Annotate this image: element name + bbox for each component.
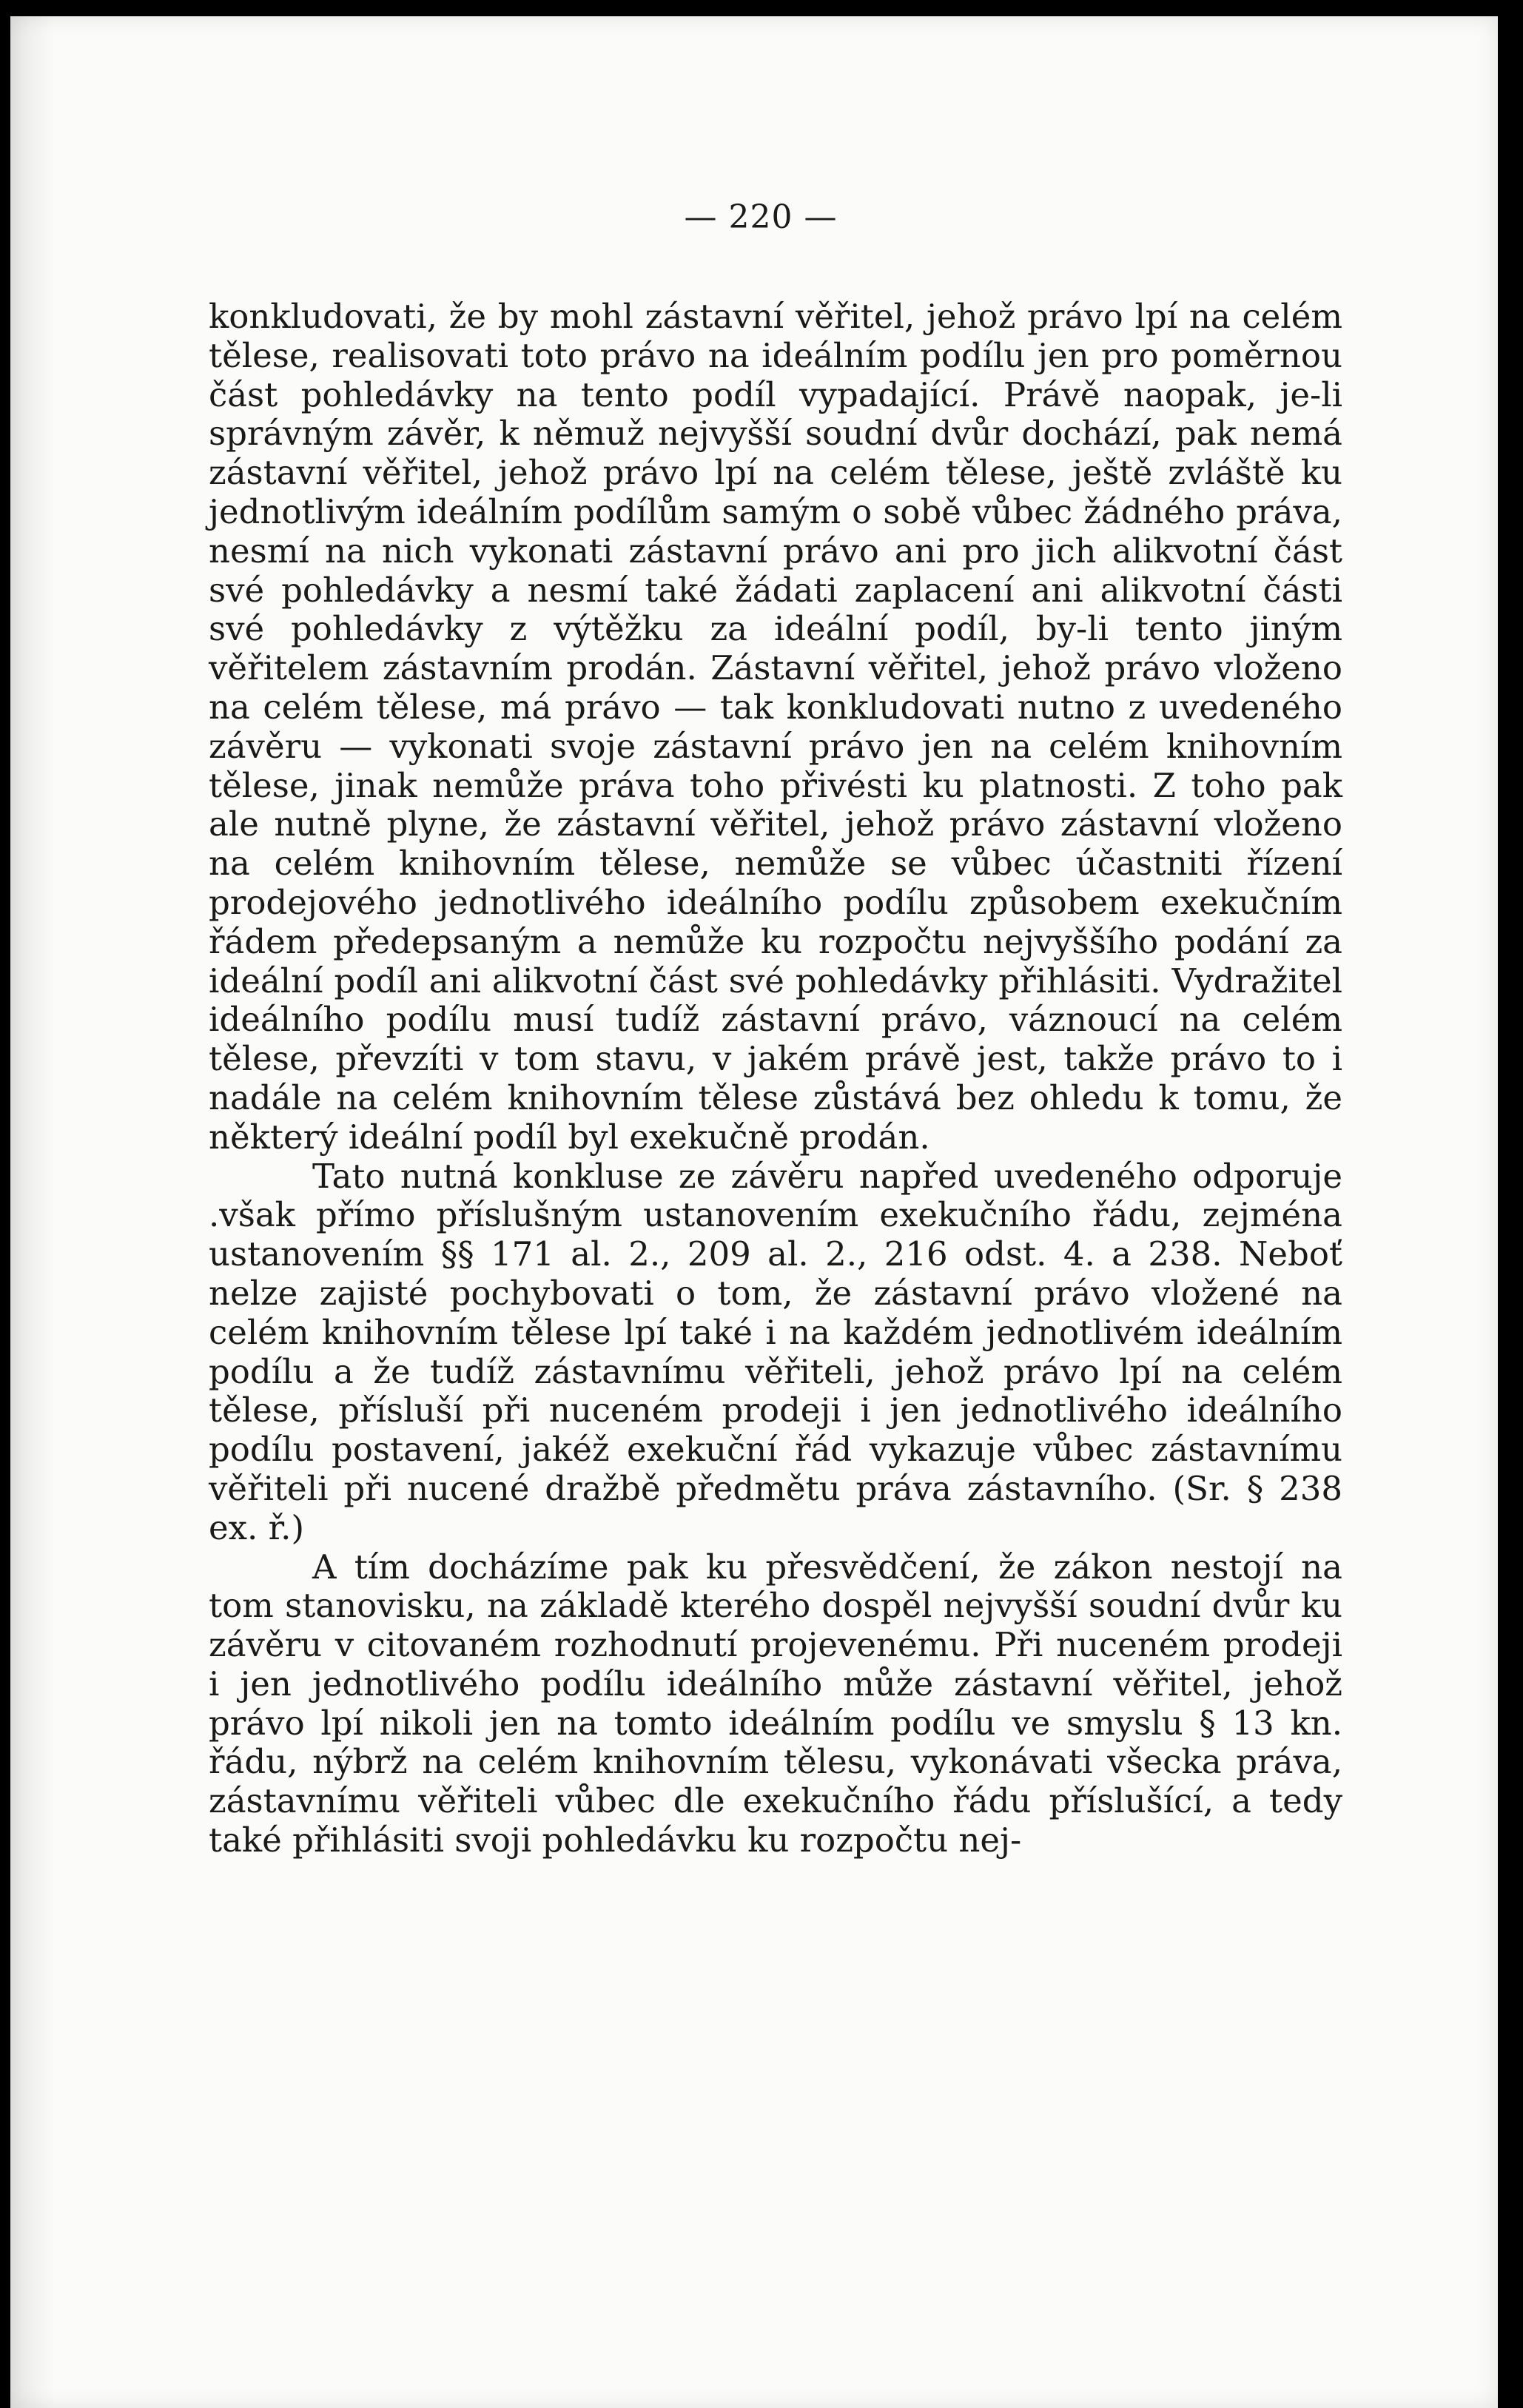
page-number: — 220 — (684, 198, 838, 236)
paragraph-1: konkludovati, že by mohl zástavní věřitel, jehož právo lpí na celém tělese, realisovati toto právo na ideálním podílu jen pro poměrnou část pohledávky na tento podíl vypadající. Právě naopak, je-li správným závěr, k němuž nejvyšší soudní dvůr dochází, pak nemá zástavní věřitel, jehož právo lpí na celém tělese, ještě zvláště ku jednotlivým ideálním podílům samým o sobě vůbec žádného práva, nesmí na nich vykonati zástavní právo ani pro jich alikvotní část své pohledávky a nesmí také žádati zaplacení ani alikvotní části své pohledávky z výtěžku za ideální podíl, by-li tento jiným věřitelem zástavním prodán. Zástavní věřitel, jehož právo vloženo na celém tělese, má právo — tak konkludovati nutno z uvedeného závěru — vykonati svoje zástavní právo jen na celém knihovním tělese, jinak nemůže práva toho přivésti ku platnosti. Z toho pak ale nutně plyne, že zástavní věřitel, jehož právo zástavní vloženo na celém knihovním tělese, nemůže se vůbec účastniti řízení prodejového jednotlivého ideálního podílu způsobem exekučním řádem předepsaným a nemůže ku rozpočtu nejvyššího podání za ideální podíl ani alikvotní část své pohledávky přihlásiti. Vydražitel ideálního podílu musí tudíž zástavní právo, váznoucí na celém tělese, převzíti v tom stavu, v jakém právě jest, takže právo to i nadále na celém knihovním tělese zůstává bez ohledu k tomu, že některý ideální podíl byl exekučně prodán. (209, 297, 1342, 1157)
body-text (209, 297, 1342, 1860)
page-edge-shadow (10, 16, 55, 2408)
paragraph-2: Tato nutná konkluse ze závěru napřed uvedeného odporuje .však přímo příslušným ustanovením exekučního řádu, zejména ustanovením §§ 171 al. 2., 209 al. 2., 216 odst. 4. a 238. Neboť nelze zajisté pochybovati o tom, že zástavní právo vložené na celém knihovním tělese lpí také i na každém jednotlivém ideálním podílu a že tudíž zástavnímu věřiteli, jehož právo lpí na celém tělese, přísluší při nuceném prodeji i jen jednotlivého ideálního podílu postavení, jakéž exekuční řád vykazuje vůbec zástavnímu věřiteli při nucené dražbě předmětu práva zástavního. (Sr. § 238 ex. ř.) (209, 1156, 1342, 1547)
paragraph-3: A tím docházíme pak ku přesvědčení, že zákon nestojí na tom stanovisku, na základě kterého dospěl nejvyšší soudní dvůr ku závěru v citovaném rozhodnutí projevenému. Při nuceném prodeji i jen jednotlivého podílu ideálního může zástavní věřitel, jehož právo lpí nikoli jen na tomto ideálním podílu ve smyslu § 13 kn. řádu, nýbrž na celém knihovním tělesu, vykonávati všecka práva, zástavnímu věřiteli vůbec dle exekučního řádu příslušící, a tedy také přihlásiti svoji pohledávku ku rozpočtu nej- (209, 1547, 1342, 1860)
